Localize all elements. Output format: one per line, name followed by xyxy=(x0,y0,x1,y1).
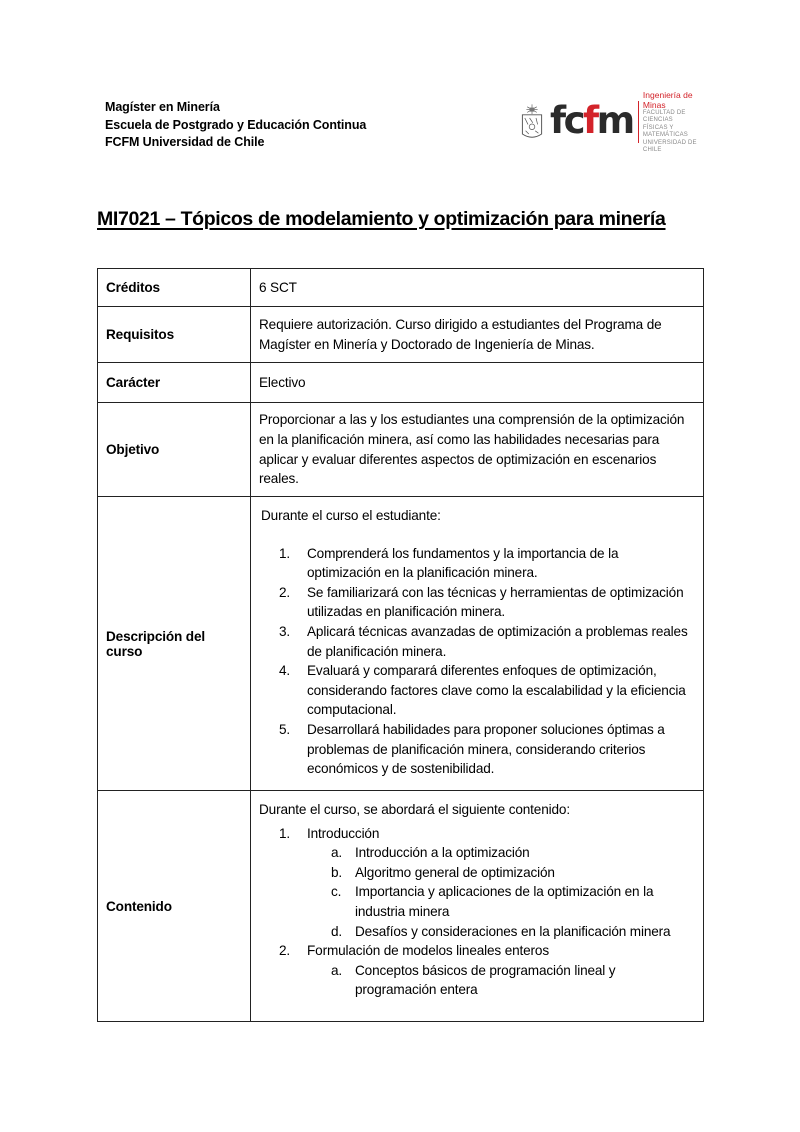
content-topics-list xyxy=(259,824,695,1000)
program-header xyxy=(105,99,366,152)
requisitos-value: Requiere autorización. Curso dirigido a estudiantes del Programa de Magíster en Minería y Doctorado de Ingeniería de Minas. xyxy=(251,307,704,363)
table-row-requisitos xyxy=(98,307,704,363)
list-item: 5. Desarrollará habilidades para proponer soluciones óptimas a problemas de planificación minera, considerando criterios económicos y de sostenibilidad. xyxy=(279,721,665,777)
objetivo-label: Objetivo xyxy=(98,403,251,497)
contenido-label: Contenido xyxy=(98,791,251,1022)
descripcion-label: Descripción del curso xyxy=(98,497,251,791)
learning-outcomes-list xyxy=(259,544,695,779)
caracter-value: Electivo xyxy=(251,363,704,403)
list-item: c. Importancia y aplicaciones de la optimización en la industria minera xyxy=(331,884,654,919)
subtopics-list xyxy=(307,843,695,941)
fcfm-wordmark: fcfm xyxy=(550,98,633,142)
program-name: Magíster en Minería xyxy=(105,100,220,114)
descripcion-value xyxy=(251,497,704,791)
creditos-value: 6 SCT xyxy=(251,269,704,307)
caracter-label: Carácter xyxy=(98,363,251,403)
table-row-creditos xyxy=(98,269,704,307)
contenido-value xyxy=(251,791,704,1022)
university-crest-icon xyxy=(520,99,544,145)
university-name: FCFM Universidad de Chile xyxy=(105,135,265,149)
contenido-intro: Durante el curso, se abordará el siguiente contenido: xyxy=(259,802,570,817)
table-row-objetivo xyxy=(98,403,704,497)
list-item: a. Introducción a la optimización xyxy=(331,845,530,861)
logo-divider xyxy=(638,101,639,143)
list-item: 2. Formulación de modelos lineales enteros a. Conceptos básicos de programación lineal y programación entera xyxy=(259,941,695,1000)
table-row-caracter xyxy=(98,363,704,403)
department-name: Ingeniería de Minas xyxy=(642,89,693,110)
list-item: a. Conceptos básicos de programación lineal y programación entera xyxy=(331,962,616,998)
course-info-table xyxy=(97,268,704,1022)
table-row-descripcion xyxy=(98,497,704,791)
list-item: 1. Introducción a. Introducción a la optimización b. Algoritmo general de optimización c. Importancia y aplicaciones de la optimización en la industria minera d. Desafíos y consideraciones en la planificación minera xyxy=(259,824,695,942)
list-item: 1. Comprenderá los fundamentos y la importancia de la optimización en la planificación minera. xyxy=(279,545,619,581)
list-item: 2. Se familiarizará con las técnicas y herramientas de optimización utilizadas en planificación minera. xyxy=(279,584,684,620)
requisitos-label: Requisitos xyxy=(98,307,251,363)
faculty-line-1: FACULTAD DE CIENCIAS xyxy=(642,109,686,123)
table-row-contenido xyxy=(98,791,704,1022)
creditos-label: Créditos xyxy=(98,269,251,307)
descripcion-intro: Durante el curso el estudiante: xyxy=(261,508,441,523)
fcfm-logo xyxy=(520,89,705,153)
list-item: d. Desafíos y consideraciones en la planificación minera xyxy=(331,923,671,939)
logo-department-text xyxy=(643,90,705,155)
list-item: 3. Aplicará técnicas avanzadas de optimización a problemas reales de planificación minera. xyxy=(279,623,688,659)
list-item: 4. Evaluará y comparará diferentes enfoques de optimización, considerando factores clave como la escalabilidad y la eficiencia computacional. xyxy=(279,663,686,718)
course-title: MI7021 – Tópicos de modelamiento y optimización para minería xyxy=(97,208,666,230)
objetivo-value: Proporcionar a las y los estudiantes una comprensión de la optimización en la planificación minera, así como las habilidades necesarias para aplicar y evaluar diferentes aspectos de optimización en escenarios reales. xyxy=(251,403,704,497)
list-item: b. Algoritmo general de optimización xyxy=(331,864,555,880)
school-name: Escuela de Postgrado y Educación Continua xyxy=(105,117,367,132)
faculty-line-3: UNIVERSIDAD DE CHILE xyxy=(642,139,697,153)
faculty-line-2: FÍSICAS Y MATEMÁTICAS xyxy=(642,124,689,138)
subtopics-list xyxy=(307,961,695,1000)
